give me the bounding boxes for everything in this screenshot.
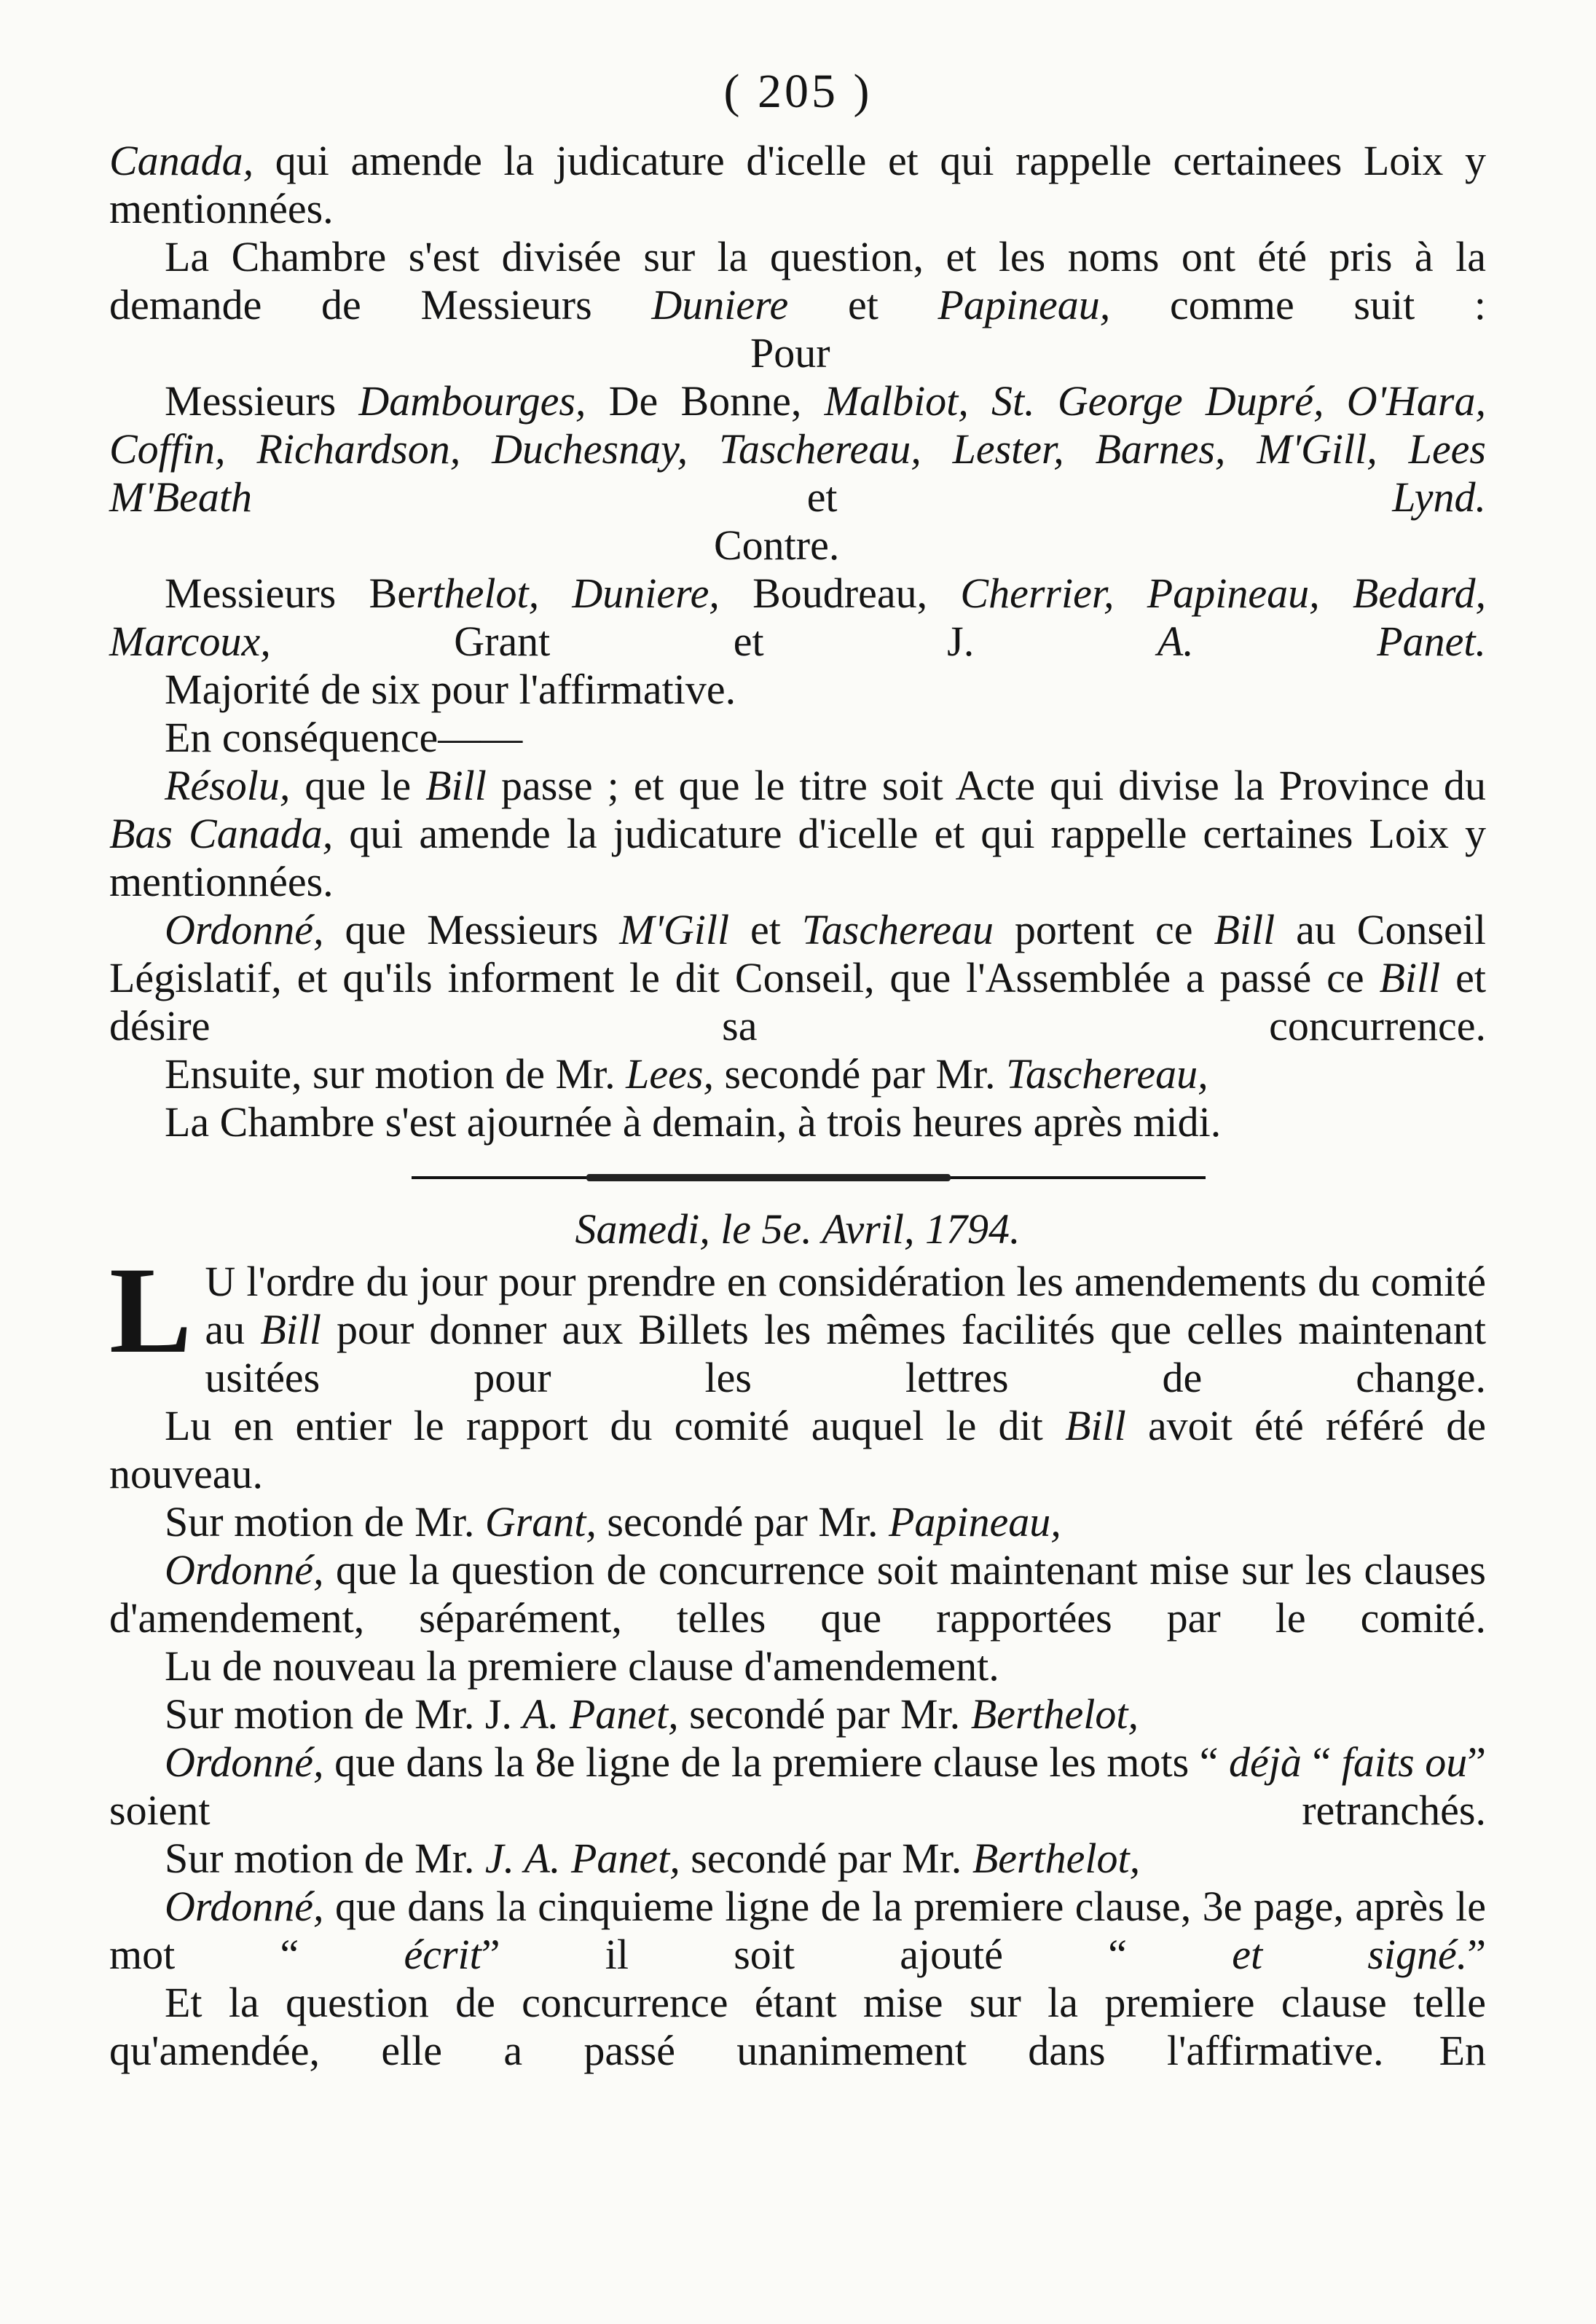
paragraph-ordonne-retranches [109, 1738, 1486, 1835]
paragraph-lu-clause: Lu de nouveau la premiere clause d'amendement. [165, 1642, 999, 1690]
text-span: Messieurs Be [165, 570, 416, 617]
catchword: En [1439, 2027, 1486, 2074]
text-span: comme suit : [1110, 281, 1486, 328]
text-span: que le [290, 762, 426, 809]
text-span: A. Panet. [1157, 618, 1486, 665]
text-span: que dans la cinquieme ligne de la premiere clause, 3e page, après le mot “ [109, 1883, 1486, 1978]
text-span: Taschereau [801, 906, 994, 953]
paragraph-ajournee: La Chambre s'est ajournée à demain, à trois heures après midi. [165, 1098, 1222, 1146]
paragraph-motion-grant [109, 1498, 1486, 1546]
text-span: et [729, 906, 802, 953]
text-span: J. A. Panet, [484, 1835, 680, 1882]
text-span: et désire sa concurrence. [109, 954, 1487, 1049]
text-span: qui amende la judicature d'icelle et qui rappelle certaines Loix y mentionnées. [109, 810, 1486, 905]
paragraph-motion-panet-2 [109, 1835, 1486, 1883]
text-span: Lu en entier le rapport du comité auquel le dit [165, 1402, 1065, 1449]
paragraph-motion-panet-1 [109, 1690, 1486, 1738]
text-span: Grant et J. [270, 618, 1157, 665]
text-span: Berthelot, [970, 1690, 1139, 1738]
text-span: Bas Canada, [109, 810, 334, 857]
heading-pour: Pour [750, 329, 830, 377]
text-span: Ordonné, [165, 1546, 324, 1594]
text-span: déjà [1229, 1738, 1302, 1786]
drop-cap: L [109, 1242, 192, 1379]
text-span: rthelot, Duniere, [415, 570, 720, 617]
text-span: Lees, [626, 1050, 714, 1098]
text-span: Sur motion de Mr. J. [165, 1690, 523, 1738]
text-span: Berthelot, [972, 1835, 1141, 1882]
paragraph-resolu [109, 762, 1486, 906]
text-span: A. Panet, [522, 1690, 679, 1738]
paragraph-ordonne-ajoute [109, 1883, 1486, 1979]
text-span: que dans la 8e ligne de la premiere clause les mots “ [323, 1738, 1230, 1786]
text-span: pour donner aux Billets les mêmes facilités que celles maintenant usitées pour les lettres de change. [205, 1306, 1486, 1401]
text-span: secondé par Mr. [713, 1050, 1007, 1098]
text-span: Papineau, [888, 1498, 1061, 1545]
text-span: Bill [260, 1306, 321, 1353]
paragraph-ordonne-concurrence [109, 1546, 1486, 1642]
text-span: et [788, 281, 938, 328]
text-block-bottom [109, 1205, 1486, 2075]
text-span: Ordonné, [165, 906, 324, 953]
paragraph-question-passee [109, 1979, 1486, 2075]
text-span: au Conseil Législatif, et qu'ils informent le dit Conseil, que l'Assemblée a passé ce [109, 906, 1486, 1001]
text-span: portent ce [993, 906, 1214, 953]
paragraph-ensuite [109, 1050, 1486, 1098]
page-number: ( 205 ) [723, 65, 873, 118]
text-span: Papineau, [937, 281, 1111, 328]
text-span: faits ou [1341, 1738, 1468, 1786]
text-span: Sur motion de Mr. [165, 1835, 485, 1882]
text-span: Duniere [651, 281, 789, 328]
text-span: Malbiot, St. George Dupré, O'Hara, Coffin, Richardson, Duchesnay, Taschereau, Lester, Barnes, M'Gill, Lees M'Beath [109, 377, 1487, 521]
text-span: Canada, [109, 137, 254, 184]
text-span: Et la question de concurrence étant mise sur la premiere clause telle qu'amendée, elle a passé unanimement dans l'affirmative. [109, 1979, 1486, 2074]
divider-ornament [586, 1174, 951, 1181]
text-span: passe ; et que le titre soit Acte qui divise la Province du [486, 762, 1486, 809]
text-span: Messieurs [165, 377, 359, 425]
text-span: Boudreau, [719, 570, 961, 617]
paragraph-majorite: Majorité de six pour l'affirmative. [165, 666, 736, 713]
paragraph-pour-list [109, 377, 1486, 521]
text-span: De Bonne, [586, 377, 825, 425]
text-span: Sur motion de Mr. [165, 1498, 485, 1545]
text-span: écrit [404, 1931, 481, 1978]
text-span: Taschereau, [1006, 1050, 1208, 1098]
date-heading [109, 1205, 1486, 1253]
text-span: Ordonné, [165, 1738, 324, 1786]
text-block-top [109, 137, 1486, 1146]
text-span: secondé par Mr. [680, 1835, 972, 1882]
text-span: avoit été référé de nouveau. [109, 1402, 1486, 1497]
paragraph-lu-ordre [109, 1242, 1486, 1402]
section-divider [412, 1174, 1206, 1181]
text-span: U l'ordre du jour pour prendre en considération les amendements du comité au [205, 1258, 1486, 1353]
text-span: secondé par Mr. [678, 1690, 971, 1738]
text-span: ” il soit ajouté “ [481, 1931, 1233, 1978]
text-span: que la question de concurrence soit maintenant mise sur les clauses d'amendement, séparément, telles que rapportées par le comité. [109, 1546, 1486, 1642]
text-span: ” [1467, 1931, 1486, 1978]
text-span: Bill [1064, 1402, 1126, 1449]
text-span: ” soient retranchés. [109, 1738, 1486, 1834]
text-span: que Messieurs [323, 906, 620, 953]
text-span: Grant, [484, 1498, 597, 1545]
text-span: Bill [1214, 906, 1275, 953]
text-span: Bill [1379, 954, 1441, 1001]
text-span: qui amende la judicature d'icelle et qui rappelle certainees Loix y mentionnées. [109, 137, 1486, 232]
heading-contre: Contre. [714, 521, 840, 569]
text-span: Lynd. [1392, 473, 1486, 521]
paragraph-lu-rapport [109, 1402, 1486, 1498]
text-span: et [252, 473, 1393, 521]
text-span: secondé par Mr. [596, 1498, 889, 1545]
text-span: M'Gill [619, 906, 730, 953]
text-span: Bill [425, 762, 487, 809]
text-span: Dambourges, [358, 377, 586, 425]
paragraph-consequence: En conséquence—— [165, 714, 523, 761]
text-span: Cherrier, Papineau, Bedard, Marcoux, [109, 570, 1486, 665]
text-span: et signé. [1232, 1931, 1468, 1978]
paragraph-division [109, 233, 1486, 329]
paragraph-ordonne [109, 906, 1486, 1050]
text-span: Ordonné, [165, 1883, 324, 1930]
paragraph-canada [109, 137, 1486, 233]
text-span: Samedi, le 5e. Avril, 1794. [575, 1205, 1021, 1253]
text-span: Ensuite, sur motion de Mr. [165, 1050, 626, 1098]
paragraph-contre-list [109, 570, 1486, 666]
text-span: La Chambre s'est divisée sur la question, et les noms ont été pris à la demande de Messieurs [109, 233, 1486, 328]
text-span: Résolu, [165, 762, 291, 809]
text-span: “ [1301, 1738, 1342, 1786]
